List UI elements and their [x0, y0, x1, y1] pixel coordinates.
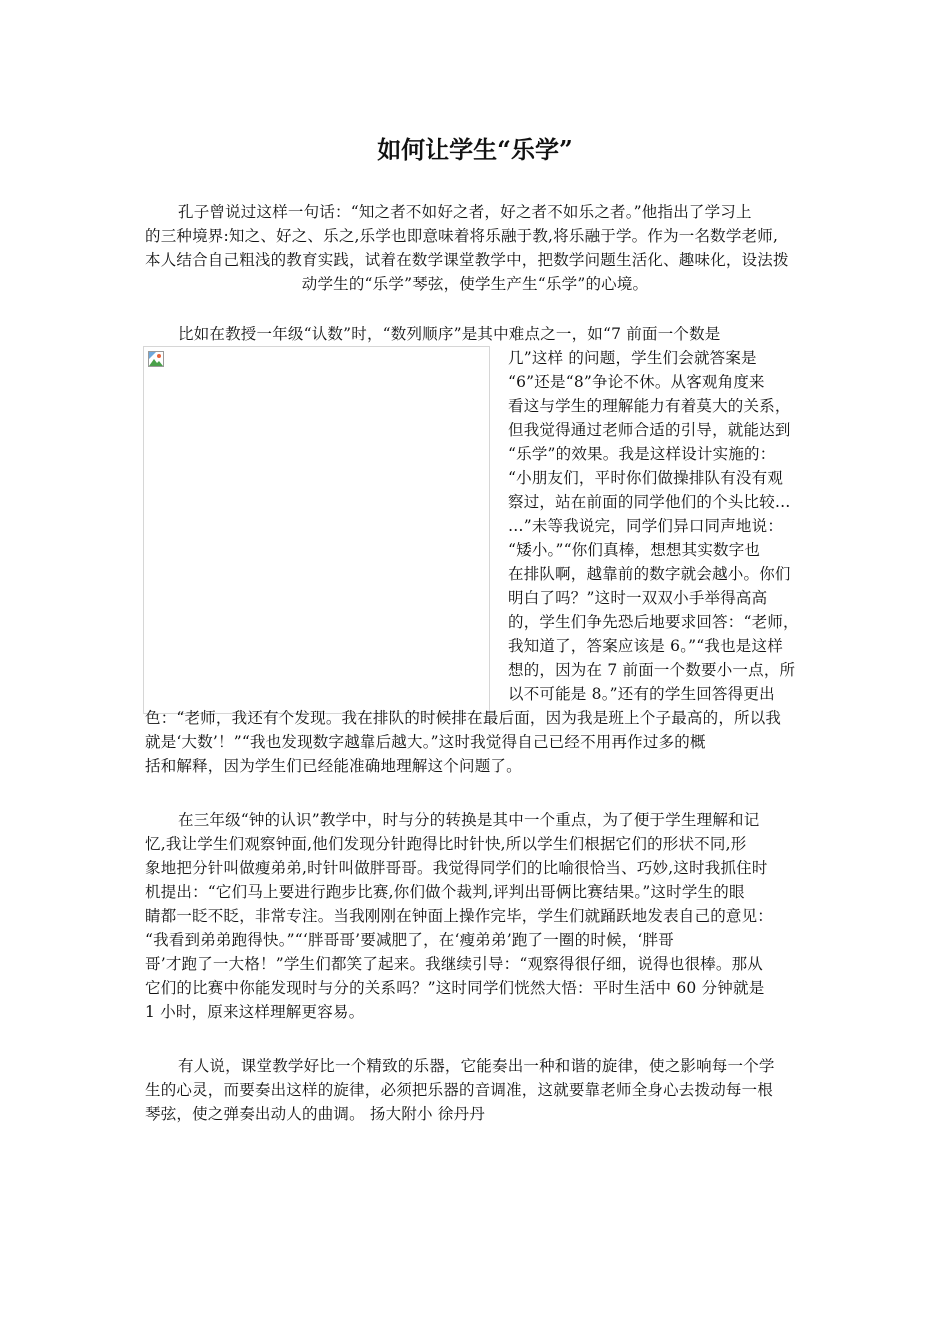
text-line: 想的，因为在 7 前面一个数要小一点，所: [508, 661, 796, 679]
page-title: 如何让学生“乐学”: [377, 135, 573, 164]
text-line: 就是‘大数’！”“我也发现数字越靠后越大。”这时我觉得自己已经不用再作过多的概: [145, 733, 706, 751]
text-line: 看这与学生的理解能力有着莫大的关系，: [508, 397, 791, 415]
text-line: “小朋友们，平时你们做操排队有没有观: [508, 469, 784, 487]
text-line: “我看到弟弟跑得快。”“‘胖哥哥’要减肥了，在‘瘦弟弟’跑了一圈的时候，‘胖哥: [145, 931, 674, 949]
text-line: “矮小。”“你们真棒，想想其实数字也: [508, 541, 761, 559]
text-line: 忆,我让学生们观察钟面,他们发现分针跑得比时针快,所以学生们根据它们的形状不同,形: [145, 835, 747, 853]
text-line: 的三种境界:知之、好之、乐之,乐学也即意味着将乐融于教,将乐融于学。作为一名数学老师,: [145, 227, 779, 245]
text-line: 在排队啊，越靠前的数字就会越小。你们: [508, 565, 791, 583]
text-line: 明白了吗？”这时一双双小手举得高高: [508, 589, 768, 607]
text-line: 生的心灵，而要奏出这样的旋律，必须把乐器的音调准，这就要靠老师全身心去拨动每一根: [145, 1081, 774, 1099]
text-line: 机提出：“它们马上要进行跑步比赛,你们做个裁判,评判出哥俩比赛结果。”这时学生的眼: [145, 883, 745, 901]
text-line: 以不可能是 8。”还有的学生回答得更出: [508, 685, 775, 703]
text-line: 在三年级“钟的认识”教学中，时与分的转换是其中一个重点，为了便于学生理解和记: [178, 811, 760, 829]
text-line: 哥’才跑了一大格！”学生们都笑了起来。我继续引导：“观察得很仔细，说得也很棒。那从: [145, 955, 763, 973]
text-line: 象地把分针叫做瘦弟弟,时针叫做胖哥哥。我觉得同学们的比喻很恰当、巧妙,这时我抓住时: [145, 859, 768, 877]
broken-image-placeholder: [143, 346, 490, 714]
text-line: 括和解释，因为学生们已经能准确地理解这个问题了。: [145, 757, 522, 775]
text-line: 但我觉得通过老师合适的引导，就能达到: [508, 421, 791, 439]
text-line: 比如在教授一年级“认数”时，“数列顺序”是其中难点之一，如“7 前面一个数是: [178, 325, 721, 343]
text-line: 琴弦，使之弹奏出动人的曲调。 扬大附小 徐丹丹: [145, 1105, 485, 1123]
text-line: 孔子曾说过这样一句话：“知之者不如好之者，好之者不如乐之者。”他指出了学习上: [178, 203, 752, 221]
text-line: …”未等我说完，同学们异口同声地说：: [508, 517, 784, 535]
text-line: “6”还是“8”争论不休。从客观角度来: [508, 373, 765, 391]
text-line: 色：“老师，我还有个发现。我在排队的时候排在最后面，因为我是班上个子最高的，所以我: [145, 709, 782, 727]
text-line: 本人结合自己粗浅的教育实践，试着在数学课堂教学中，把数学问题生活化、趣味化，设法拨: [145, 251, 789, 269]
text-line: 有人说，课堂教学好比一个精致的乐器，它能奏出一种和谐的旋律，使之影响每一个学: [178, 1057, 775, 1075]
text-line: 睛都一眨不眨，非常专注。当我刚刚在钟面上操作完毕，学生们就踊跃地发表自己的意见：: [145, 907, 774, 925]
text-line: 的，学生们争先恐后地要求回答：“老师，: [508, 613, 799, 631]
text-line: 动学生的“乐学”琴弦，使学生产生“乐学”的心境。: [301, 275, 649, 293]
text-line: “乐学”的效果。我是这样设计实施的：: [508, 445, 776, 463]
text-line: 我知道了，答案应该是 6。”“我也是这样: [508, 637, 783, 655]
text-line: 察过，站在前面的同学他们的个头比较…: [508, 493, 791, 511]
text-line: 1 小时，原来这样理解更容易。: [145, 1003, 365, 1021]
text-line: 几”这样 的问题，学生们会就答案是: [508, 349, 757, 367]
text-line: 它们的比赛中你能发现时与分的关系吗？”这时同学们恍然大悟：平时生活中 60 分钟就是: [145, 979, 765, 997]
broken-image-icon: [148, 351, 164, 367]
